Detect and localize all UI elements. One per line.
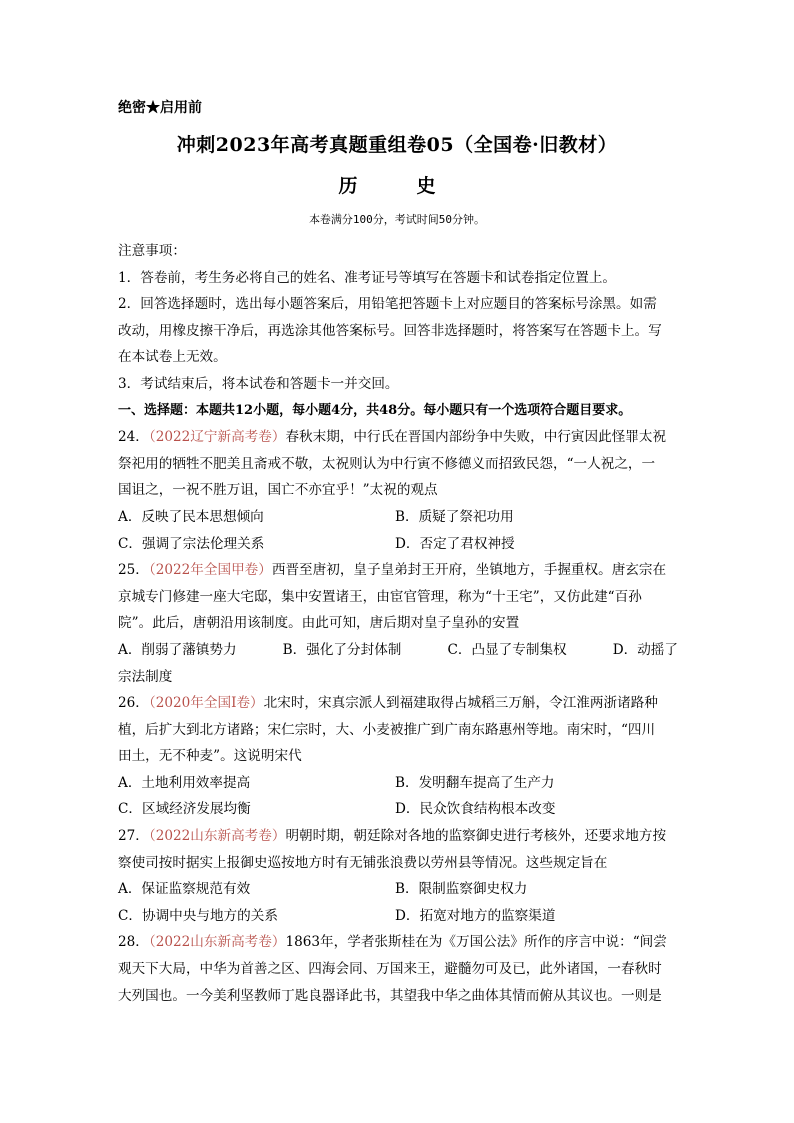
question-source: （2022辽宁新高考卷） [148, 429, 286, 446]
option-d[interactable]: D．民众饮食结构根本改变 [395, 801, 556, 818]
notes-heading: 注意事项： [118, 243, 186, 259]
option-d-continued: 宗法制度 [118, 668, 173, 685]
question-text: 西晋至唐初，皇子皇弟封王开府，坐镇地方，手握重权。唐玄宗在 [271, 562, 667, 579]
question-source: （2022山东新高考卷） [148, 934, 286, 951]
question-25 [118, 557, 678, 584]
note-item: 在本试卷上无效。 [118, 349, 227, 366]
question-text: 1863年，学者张斯桂在为《万国公法》所作的序言中说：“间尝 [285, 934, 667, 951]
question-text: 察使司按时据实上报御史巡按地方时有无铺张浪费以劳州县等情况。这些规定旨在 [118, 854, 608, 871]
note-item: 3．考试结束后，将本试卷和答题卡一并交回。 [118, 375, 399, 392]
options-row [118, 903, 678, 930]
question-text: 观天下大局，中华为首善之区、四海会同、万国来王，避髓勿可及已，此外诸国，一春秋时 [118, 961, 662, 978]
options-row [118, 770, 678, 797]
question-text: 北宋时，宋真宗派人到福建取得占城稻三万斛，令江淮两浙诸路种 [263, 695, 658, 712]
option-b[interactable]: B．质疑了祭祀功用 [395, 508, 514, 525]
question-text: 大列国也。一今美利坚教师丁匙良器译此书，其望我中华之曲体其情而俯从其议也。一则是 [118, 987, 662, 1004]
option-d[interactable]: D．否定了君权神授 [395, 535, 515, 552]
question-text: 国诅之，一祝不胜万诅，国亡不亦宜乎！”太祝的观点 [118, 482, 438, 499]
question-text: 院”。此后，唐朝沿用该制度。由此可知，唐后期对皇子皇孙的安置 [118, 615, 520, 632]
question-text: 京城专门修建一座大宅邸，集中安置诸王，由宦官管理，称为“十王宅”，又仿此建“百孙 [118, 588, 642, 605]
question-number: 27． [118, 828, 149, 845]
options-row [118, 531, 678, 558]
option-a[interactable]: A．土地利用效率提高 [118, 774, 251, 791]
option-b[interactable]: B．发明翻车提高了生产力 [395, 774, 555, 791]
question-number: 24． [118, 429, 149, 446]
question-27 [118, 823, 678, 850]
options-row [118, 504, 678, 531]
option-a[interactable]: A．反映了民本思想倾向 [118, 508, 264, 525]
exam-info: 本卷满分100分，考试时间50分钟。 [308, 213, 486, 226]
question-28 [118, 929, 678, 956]
option-a[interactable]: A．削弱了藩镇势力 [118, 641, 237, 658]
question-number: 26． [118, 695, 149, 712]
option-c[interactable]: C．区域经济发展均衡 [118, 801, 251, 818]
option-d[interactable]: D．动摇了 [612, 641, 678, 658]
option-b[interactable]: B．强化了分封体制 [282, 641, 402, 658]
option-a[interactable]: A．保证监察规范有效 [118, 881, 251, 898]
option-c[interactable]: C．强调了宗法伦理关系 [118, 535, 265, 552]
note-item: 改动，用橡皮擦干净后，再选涂其他答案标号。回答非选择题时，将答案写在答题卡上。写 [118, 322, 662, 339]
option-d[interactable]: D．拓宽对地方的监察渠道 [395, 907, 556, 924]
question-text: 明朝时期，朝廷除对各地的监察御史进行考核外，还要求地方按 [285, 828, 667, 845]
options-row [118, 796, 678, 823]
question-number: 28． [118, 934, 149, 951]
question-text: 春秋末期，中行氏在晋国内部纷争中失败，中行寅因此怪罪太祝 [285, 429, 667, 446]
option-b[interactable]: B．限制监察御史权力 [395, 881, 528, 898]
options-row [118, 876, 678, 903]
note-item: 2．回答选择题时，选出每小题答案后，用铅笔把答题卡上对应题目的答案标号涂黑。如需 [118, 296, 657, 313]
note-item: 1．答卷前，考生务必将自己的姓名、准考证号等填写在答题卡和试卷指定位置上。 [118, 269, 617, 286]
exam-body [118, 238, 678, 1009]
question-source: （2022山东新高考卷） [148, 828, 286, 845]
option-c[interactable]: C．协调中央与地方的关系 [118, 907, 278, 924]
question-text: 田土，无不种麦”。这说明宋代 [118, 748, 302, 765]
option-c[interactable]: C．凸显了专制集权 [447, 641, 567, 658]
question-number: 25． [118, 562, 149, 579]
question-text: 植，后扩大到北方诸路；宋仁宗时，大、小麦被推广到广南东路惠州等地。南宋时，“四川 [118, 721, 656, 738]
subject-title: 历 史 [338, 175, 456, 197]
options-row [118, 637, 678, 664]
section-heading: 一、选择题：本题共12小题，每小题4分，共48分。每小题只有一个选项符合题目要求。 [118, 402, 632, 418]
question-source: （2022年全国甲卷） [148, 562, 272, 579]
secret-label: 绝密★启用前 [118, 100, 202, 116]
exam-title: 冲刺2023年高考真题重组卷05（全国卷·旧教材） [176, 134, 618, 156]
question-text: 祭祀用的牺牲不肥美且斋戒不敬，太祝则认为中行寅不修德义而招致民怨，“一人祝之，一 [118, 455, 656, 472]
question-26 [118, 690, 678, 717]
question-source: （2020年全国Ⅰ卷） [148, 695, 264, 712]
question-24 [118, 424, 678, 451]
